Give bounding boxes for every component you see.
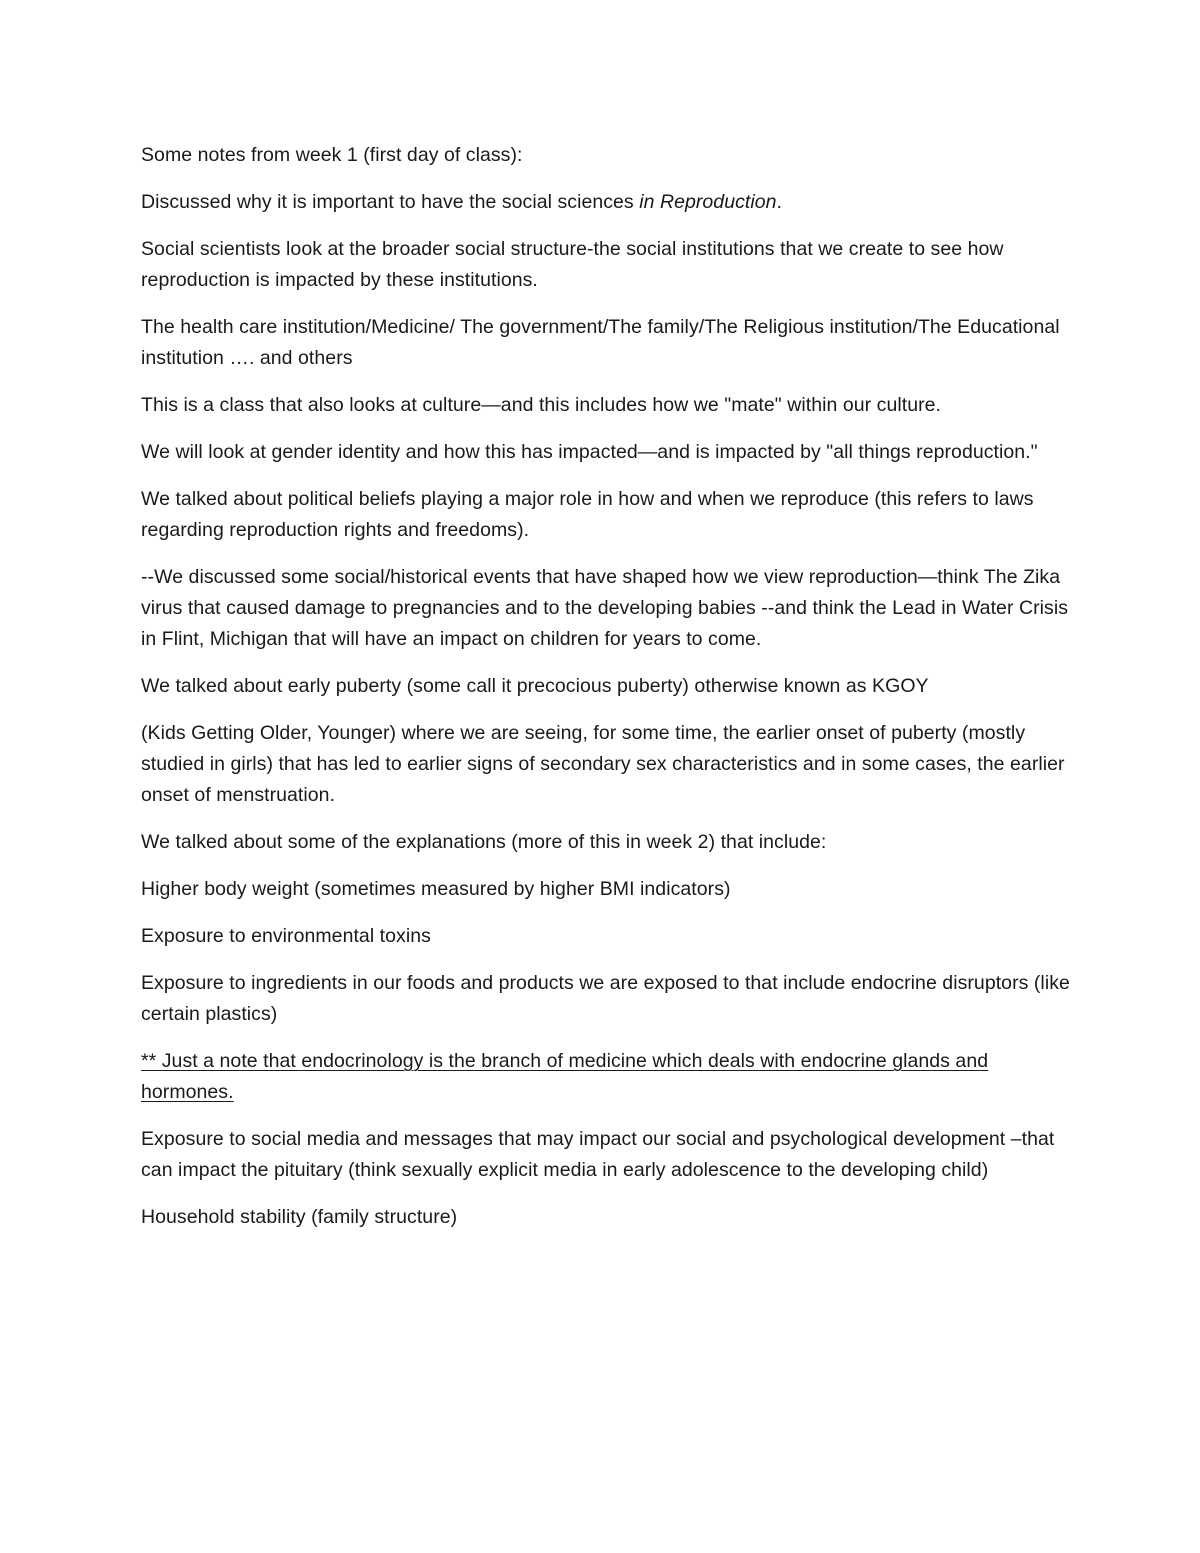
paragraph-culture: This is a class that also looks at culture—and this includes how we "mate" within our culture. xyxy=(141,394,941,416)
italic-phrase: in Reproduction xyxy=(639,191,777,213)
paragraph-social-sciences xyxy=(141,187,1070,218)
paragraph-institutions: The health care institution/Medicine/ The government/The family/The Religious institution/The Educational institution …. and others xyxy=(141,316,1060,369)
list-item-ingredients: Exposure to ingredients in our foods and products we are exposed to that include endocrine disruptors (like certain plastics) xyxy=(141,972,1070,1025)
list-item-household-stability: Household stability (family structure) xyxy=(141,1206,458,1228)
paragraph-text: Discussed why it is important to have the social sciences xyxy=(141,191,634,213)
paragraph-intro: Some notes from week 1 (first day of class): xyxy=(141,144,523,166)
paragraph-political-beliefs: We talked about political beliefs playing a major role in how and when we reproduce (this refers to laws regarding reproduction rights and freedoms). xyxy=(141,488,1034,541)
paragraph-early-puberty: We talked about early puberty (some call it precocious puberty) otherwise known as KGOY xyxy=(141,675,929,697)
paragraph-social-scientists: Social scientists look at the broader social structure-the social institutions that we create to see how reproduction is impacted by these institutions. xyxy=(141,238,1004,291)
paragraph-kgoy: (Kids Getting Older, Younger) where we are seeing, for some time, the earlier onset of puberty (mostly studied in girls) that has led to earlier signs of secondary sex characteristics and in some cases, the earlier onset of menstruation. xyxy=(141,722,1065,806)
italic-suffix: . xyxy=(776,191,783,213)
list-item-body-weight: Higher body weight (sometimes measured by higher BMI indicators) xyxy=(141,878,731,900)
paragraph-gender-identity: We will look at gender identity and how this has impacted—and is impacted by "all things reproduction." xyxy=(141,441,1038,463)
paragraph-explanations: We talked about some of the explanations (more of this in week 2) that include: xyxy=(141,831,827,853)
note-endocrinology: ** Just a note that endocrinology is the branch of medicine which deals with endocrine glands and hormones. xyxy=(141,1050,989,1103)
list-item-environmental-toxins: Exposure to environmental toxins xyxy=(141,925,431,947)
document-body xyxy=(141,140,1070,1233)
paragraph-historical-events: --We discussed some social/historical events that have shaped how we view reproduction—think The Zika virus that caused damage to pregnancies and to the developing babies --and think the Lead in Water Crisis in Flint, Michigan that will have an impact on children for years to come. xyxy=(141,566,1068,650)
list-item-social-media: Exposure to social media and messages that may impact our social and psychological development –that can impact the pituitary (think sexually explicit media in early adolescence to the developing child) xyxy=(141,1128,1055,1181)
